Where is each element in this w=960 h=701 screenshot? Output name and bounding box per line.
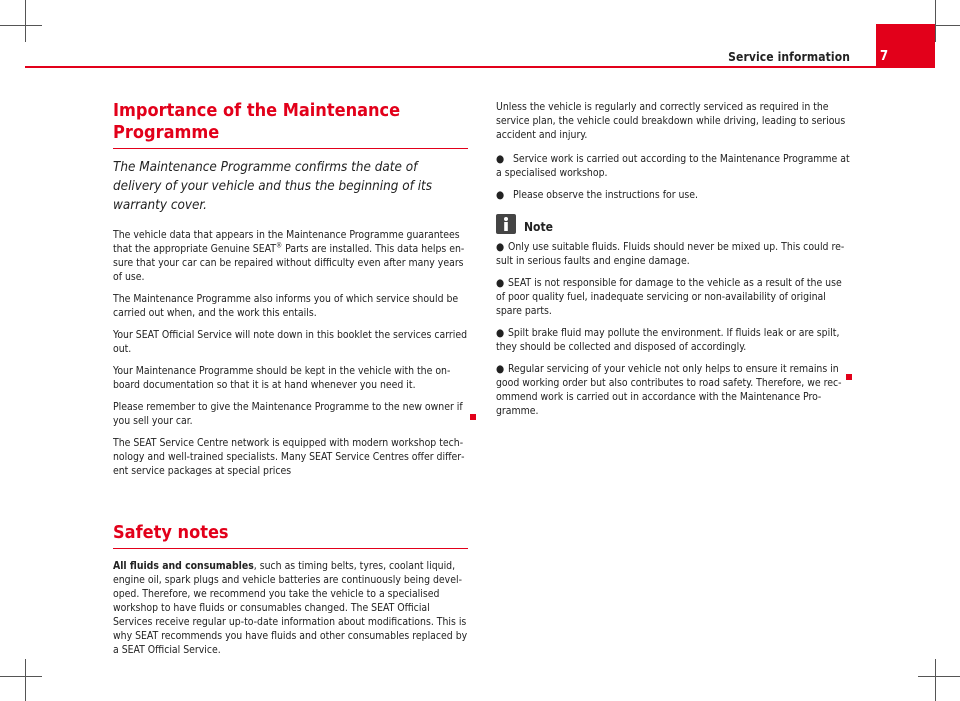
text: Please observe the instructions for use.: [513, 189, 699, 201]
crop-mark: [0, 25, 42, 26]
paragraph: Unless the vehicle is regularly and correctly serviced as required in the service plan, the vehicle could breakdown while driving, leading to serious accident and injury.: [496, 101, 846, 141]
list-item: [496, 188, 851, 202]
heading-maintenance-programme: Importance of the Maintenance Programme: [113, 100, 468, 149]
list-item: [496, 362, 851, 418]
bullet: ●: [496, 363, 505, 375]
bullet: ●: [496, 327, 505, 339]
crop-mark: [918, 676, 960, 677]
text: Service work is carried out according to the Maintenance Programme at a specialised workshop.: [496, 153, 850, 179]
paragraph: Please remember to give the Maintenance Programme to the new owner if you sell your car.: [113, 401, 463, 427]
bold-term: All fluids and consumables: [113, 560, 254, 572]
heading-safety-notes: Safety notes: [113, 522, 468, 549]
page-number-box: [876, 24, 935, 68]
paragraph: Your Maintenance Programme should be kept in the vehicle with the onboard documentation so that it is at hand whenever you need it.: [113, 365, 451, 391]
list-item: [496, 276, 851, 318]
page-number: 7: [880, 49, 889, 64]
paragraph: Your SEAT Official Service will note down in this booklet the services carried out.: [113, 329, 468, 355]
crop-mark: [935, 0, 936, 42]
text: Regular servicing of your vehicle not only helps to ensure it remains in good working order but also contributes to road safety. Therefore, we recommend work is carried out in accordance with the Maintenance Programme.: [496, 363, 842, 417]
list-item: [496, 152, 851, 180]
bullet: ●: [496, 153, 505, 165]
text: Spilt brake fluid may pollute the environment. If fluids leak or are spilt, they should be collected and disposed of accordingly.: [496, 327, 840, 353]
crop-mark: [935, 659, 936, 701]
bullet: ●: [496, 241, 505, 253]
lead-paragraph: The Maintenance Programme confirms the date of delivery of your vehicle and thus the beginning of its warranty cover.: [113, 160, 433, 213]
registered-mark: ®: [275, 241, 283, 250]
list-item: [496, 326, 851, 354]
crop-mark: [0, 676, 42, 677]
text: SEAT is not responsible for damage to the vehicle as a result of the use of poor quality fuel, inadequate servicing or non-availability of original spare parts.: [496, 277, 842, 317]
left-column: [113, 100, 468, 665]
section-end-marker: [846, 374, 852, 380]
list-item: [496, 240, 851, 268]
section-end-marker: [470, 414, 476, 420]
note-label: Note: [524, 220, 553, 234]
running-header: Service information: [728, 50, 850, 64]
text: Parts are installed. This data helps ensure that your car can be repaired without difficulty even after many years of use.: [113, 243, 465, 283]
text: , such as timing belts, tyres, coolant liquid, engine oil, spark plugs and vehicle batteries are continuously being developed. Therefore, we recommend you take the vehicle to a specialised workshop to have fluids or consumables changed. The SEAT Official Services receive regular up-to-date information about modifications. This is why SEAT recommends you have fluids and other consumables replaced by a SEAT Official Service.: [113, 560, 468, 656]
paragraph: The Maintenance Programme also informs you of which service should be carried out when, and the work this entails.: [113, 293, 459, 319]
info-icon: [496, 214, 516, 234]
paragraph: [113, 228, 468, 284]
note-header: [496, 214, 851, 234]
text: The vehicle data that appears in the Maintenance Programme guarantees that the appropriate Genuine SEAT: [113, 229, 460, 255]
crop-mark: [25, 0, 26, 42]
bullet: ●: [496, 277, 505, 289]
paragraph: [113, 559, 468, 657]
header-rule: [25, 66, 935, 68]
right-column: [496, 100, 851, 426]
crop-mark: [25, 659, 26, 701]
text: Only use suitable fluids. Fluids should never be mixed up. This could result in serious faults and engine damage.: [496, 241, 845, 267]
paragraph: The SEAT Service Centre network is equipped with modern workshop technology and well-trained specialists. Many SEAT Service Centres offer different service packages at special prices: [113, 437, 465, 477]
bullet: ●: [496, 189, 505, 201]
